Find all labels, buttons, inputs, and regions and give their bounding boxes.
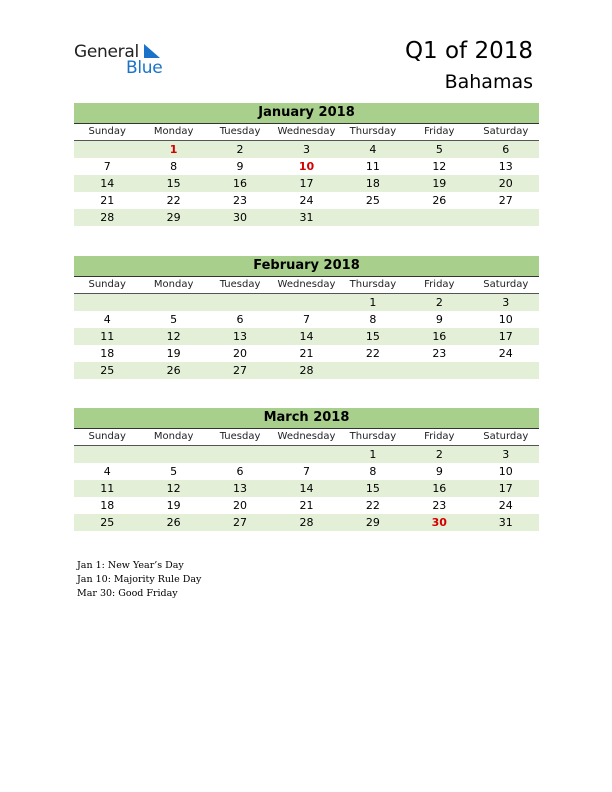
- day-cell: 27: [207, 362, 273, 379]
- week-row: [74, 192, 539, 209]
- day-cell: 21: [299, 499, 314, 512]
- day-cell: 8: [369, 465, 377, 478]
- day-cell: 14: [273, 480, 339, 497]
- day-cell: 29: [140, 209, 206, 226]
- week-row: [74, 158, 539, 175]
- day-cell: 27: [207, 514, 273, 531]
- day-cell: 1: [340, 446, 406, 464]
- day-cell: 25: [74, 514, 140, 531]
- week-row: [74, 480, 539, 497]
- month-title: January 2018: [74, 103, 539, 124]
- day-cell: 28: [273, 362, 339, 379]
- weekday-header: Saturday: [483, 431, 529, 442]
- day-cell: 16: [406, 328, 472, 345]
- day-cell: 15: [140, 175, 206, 192]
- day-cell: 10: [298, 160, 315, 173]
- empty-day-cell: [273, 446, 339, 464]
- day-cell: 18: [340, 175, 406, 192]
- day-cell: 26: [140, 514, 206, 531]
- day-cell: 5: [406, 141, 472, 159]
- weekday-header: Thursday: [349, 431, 397, 442]
- day-cell: 5: [170, 465, 178, 478]
- day-cell: 14: [74, 175, 140, 192]
- day-cell: 19: [166, 347, 181, 360]
- day-cell: 19: [406, 175, 472, 192]
- page-title: Q1 of 2018: [404, 38, 533, 64]
- day-cell: 6: [236, 465, 244, 478]
- day-cell: 2: [207, 141, 273, 159]
- day-cell: 5: [170, 313, 178, 326]
- day-cell: 9: [435, 465, 443, 478]
- weekday-header: Friday: [424, 279, 455, 290]
- day-cell: 31: [473, 514, 539, 531]
- day-cell: 13: [207, 480, 273, 497]
- weekday-header: Tuesday: [219, 431, 261, 442]
- day-cell: 27: [498, 194, 513, 207]
- country-name: Bahamas: [444, 71, 533, 93]
- logo-text-general: General: [74, 42, 139, 62]
- weekday-header: Tuesday: [219, 279, 261, 290]
- empty-day-cell: [74, 446, 140, 464]
- week-row: [74, 345, 539, 362]
- week-row: [74, 141, 539, 159]
- week-row: [74, 209, 539, 226]
- weekday-header: Friday: [424, 431, 455, 442]
- day-cell: 2: [406, 446, 472, 464]
- day-cell: 28: [74, 209, 140, 226]
- empty-day-cell: [74, 141, 140, 159]
- day-cell: 9: [236, 160, 244, 173]
- weekday-header: Friday: [424, 126, 455, 137]
- logo-text-blue: Blue: [126, 58, 163, 78]
- holiday-note: Mar 30: Good Friday: [77, 588, 178, 599]
- day-cell: 7: [302, 313, 310, 326]
- day-cell: 13: [207, 328, 273, 345]
- day-cell: 3: [473, 446, 539, 464]
- day-cell: 20: [233, 499, 248, 512]
- day-cell: 23: [432, 347, 447, 360]
- week-row: [74, 328, 539, 345]
- day-cell: 7: [302, 465, 310, 478]
- day-cell: 22: [365, 347, 380, 360]
- day-cell: 11: [365, 160, 380, 173]
- logo: [74, 42, 174, 78]
- month-january: [74, 103, 539, 226]
- day-cell: 6: [473, 141, 539, 159]
- weekday-header: Wednesday: [277, 431, 336, 442]
- month-march: [74, 408, 539, 531]
- week-row: [74, 446, 539, 464]
- weekday-header: Sunday: [88, 126, 126, 137]
- calendar-grid: [74, 124, 539, 226]
- weekday-header: Thursday: [349, 279, 397, 290]
- day-cell: 24: [498, 347, 513, 360]
- day-cell: 28: [273, 514, 339, 531]
- holiday-note: Jan 1: New Year’s Day: [77, 560, 184, 571]
- month-title: February 2018: [74, 256, 539, 277]
- week-row: [74, 175, 539, 192]
- calendar-grid: [74, 429, 539, 531]
- month-title: March 2018: [74, 408, 539, 429]
- empty-day-cell: [74, 294, 140, 312]
- day-cell: 10: [498, 465, 513, 478]
- weekday-header: Thursday: [349, 126, 397, 137]
- day-cell: 23: [233, 194, 248, 207]
- day-cell: 31: [273, 209, 339, 226]
- day-cell: 7: [103, 160, 111, 173]
- day-cell: 11: [74, 328, 140, 345]
- day-cell: 25: [74, 362, 140, 379]
- day-cell: 6: [236, 313, 244, 326]
- weekday-header: Saturday: [483, 279, 529, 290]
- empty-day-cell: [473, 209, 539, 226]
- day-cell: 4: [340, 141, 406, 159]
- day-cell: 11: [74, 480, 140, 497]
- empty-day-cell: [273, 294, 339, 312]
- day-cell: 21: [100, 194, 115, 207]
- day-cell: 30: [406, 514, 472, 531]
- day-cell: 20: [473, 175, 539, 192]
- day-cell: 3: [473, 294, 539, 312]
- day-cell: 15: [340, 328, 406, 345]
- weekday-header: Wednesday: [277, 279, 336, 290]
- holiday-note: Jan 10: Majority Rule Day: [77, 574, 202, 585]
- weekday-header: Monday: [153, 126, 194, 137]
- day-cell: 18: [100, 347, 115, 360]
- day-cell: 13: [498, 160, 513, 173]
- week-row: [74, 362, 539, 379]
- day-cell: 8: [170, 160, 178, 173]
- holiday-notes: [77, 559, 201, 601]
- empty-day-cell: [207, 446, 273, 464]
- weekday-header: Sunday: [88, 431, 126, 442]
- day-cell: 4: [103, 465, 111, 478]
- calendar-grid: [74, 277, 539, 379]
- day-cell: 3: [273, 141, 339, 159]
- day-cell: 26: [432, 194, 447, 207]
- day-cell: 20: [233, 347, 248, 360]
- day-cell: 12: [140, 328, 206, 345]
- day-cell: 14: [273, 328, 339, 345]
- day-cell: 23: [432, 499, 447, 512]
- weekday-header: Saturday: [483, 126, 529, 137]
- day-cell: 17: [273, 175, 339, 192]
- day-cell: 12: [432, 160, 447, 173]
- weekday-header: Sunday: [88, 279, 126, 290]
- day-cell: 12: [140, 480, 206, 497]
- weekday-header: Wednesday: [277, 126, 336, 137]
- day-cell: 19: [166, 499, 181, 512]
- day-cell: 9: [435, 313, 443, 326]
- day-cell: 16: [406, 480, 472, 497]
- empty-day-cell: [207, 294, 273, 312]
- week-row: [74, 294, 539, 312]
- day-cell: 4: [103, 313, 111, 326]
- day-cell: 16: [207, 175, 273, 192]
- day-cell: 26: [140, 362, 206, 379]
- day-cell: 30: [207, 209, 273, 226]
- empty-day-cell: [406, 362, 472, 379]
- empty-day-cell: [140, 446, 206, 464]
- day-cell: 15: [340, 480, 406, 497]
- day-cell: 8: [369, 313, 377, 326]
- weekday-header: Monday: [153, 431, 194, 442]
- week-row: [74, 497, 539, 514]
- week-row: [74, 311, 539, 328]
- day-cell: 22: [166, 194, 181, 207]
- day-cell: 10: [498, 313, 513, 326]
- empty-day-cell: [340, 209, 406, 226]
- day-cell: 24: [299, 194, 314, 207]
- day-cell: 1: [340, 294, 406, 312]
- day-cell: 17: [473, 480, 539, 497]
- day-cell: 25: [365, 194, 380, 207]
- day-cell: 22: [365, 499, 380, 512]
- day-cell: 2: [406, 294, 472, 312]
- empty-day-cell: [473, 362, 539, 379]
- day-cell: 18: [100, 499, 115, 512]
- week-row: [74, 463, 539, 480]
- empty-day-cell: [140, 294, 206, 312]
- week-row: [74, 514, 539, 531]
- day-cell: 29: [340, 514, 406, 531]
- day-cell: 24: [498, 499, 513, 512]
- month-february: [74, 256, 539, 379]
- empty-day-cell: [340, 362, 406, 379]
- day-cell: 1: [140, 141, 206, 159]
- weekday-header: Tuesday: [219, 126, 261, 137]
- day-cell: 17: [473, 328, 539, 345]
- empty-day-cell: [406, 209, 472, 226]
- day-cell: 21: [299, 347, 314, 360]
- weekday-header: Monday: [153, 279, 194, 290]
- logo-triangle-icon: [142, 44, 162, 60]
